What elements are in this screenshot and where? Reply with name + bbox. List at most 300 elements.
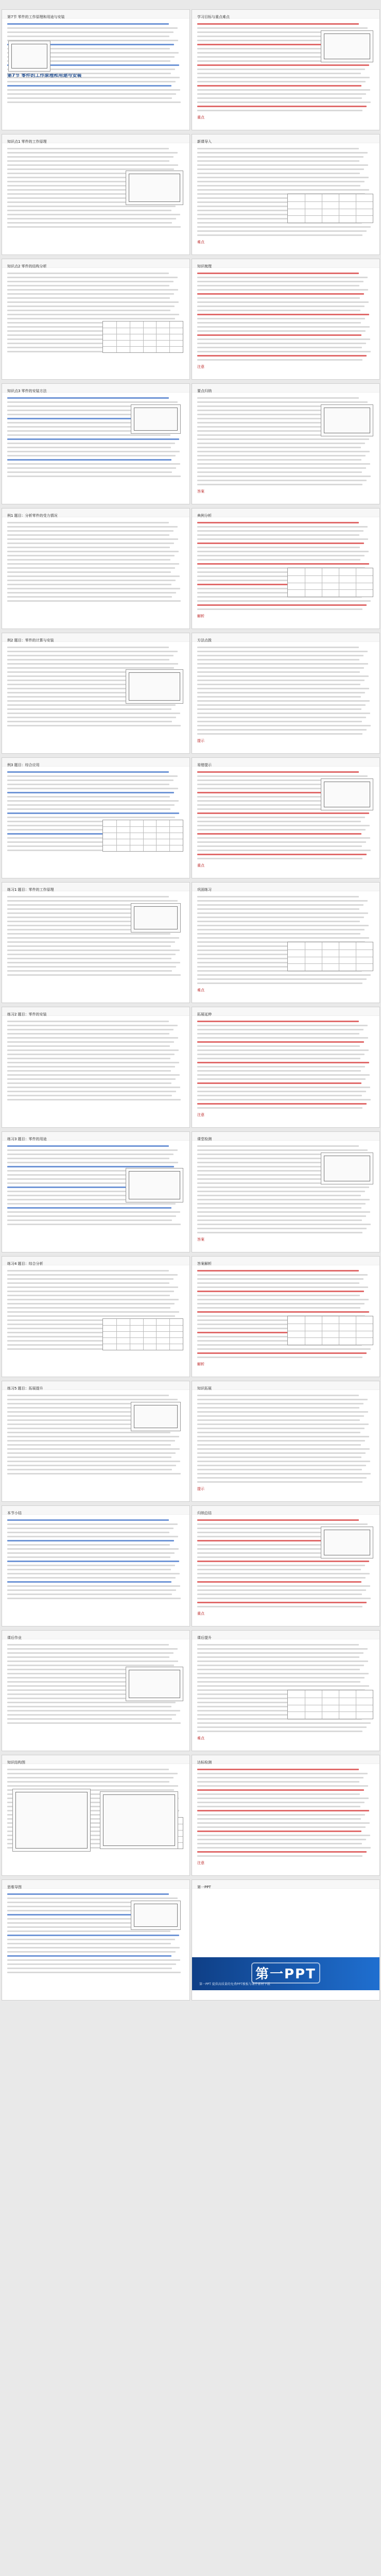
text-line: [197, 347, 362, 348]
slide-title: 拓展延伸: [197, 1012, 212, 1016]
slide-left: [2, 633, 190, 754]
text-line: [197, 1428, 365, 1429]
text-line: [197, 555, 365, 556]
text-line: [7, 1469, 172, 1470]
text-line: [197, 1777, 363, 1778]
text-line: [7, 310, 170, 311]
figure-shape: [324, 782, 370, 807]
slide-title: 例3 题目：综合应用: [7, 763, 40, 767]
text-line: [7, 1943, 171, 1944]
text-line: [197, 729, 367, 731]
text-line: [197, 1082, 361, 1084]
text-line: [197, 837, 370, 839]
text-line: [7, 800, 179, 802]
text-line: [7, 600, 181, 602]
text-line: [7, 293, 174, 295]
text-line: [197, 447, 361, 448]
slide-right: [192, 1755, 380, 1876]
slide-title: 练习1 题目：零件的工作原理: [7, 888, 54, 892]
table-col-line: [143, 321, 144, 352]
text-line: [197, 1291, 364, 1292]
text-line: [197, 900, 368, 902]
text-line: [7, 1145, 169, 1147]
text-line: [197, 1826, 366, 1828]
text-line: [7, 1552, 175, 1554]
text-line: [197, 338, 370, 340]
figure-shape: [324, 1156, 370, 1181]
text-line: [7, 1203, 176, 1205]
text-line: [197, 189, 369, 191]
text-line: [197, 1602, 367, 1603]
text-line: [7, 659, 169, 660]
slide-right: [192, 134, 380, 255]
text-line: [197, 1395, 359, 1396]
text-line: [197, 438, 369, 440]
callout: 解析: [197, 1362, 204, 1366]
text-line: [7, 401, 178, 403]
text-line: [7, 817, 175, 818]
text-line: [197, 908, 359, 910]
text-line: [197, 684, 360, 685]
text-line: [7, 210, 171, 211]
text-line: [197, 1270, 359, 1272]
text-line: [197, 97, 362, 99]
text-line: [7, 1049, 179, 1051]
text-line: [7, 1652, 174, 1654]
text-line: [197, 160, 359, 162]
text-line: [7, 1598, 181, 1599]
text-line: [197, 912, 368, 914]
data-table: [287, 194, 373, 223]
text-line: [197, 293, 364, 295]
text-line: [197, 326, 370, 328]
text-line: [197, 1286, 368, 1288]
table-col-line: [169, 321, 170, 352]
text-line: [7, 1436, 179, 1437]
text-line: [7, 434, 170, 436]
text-line: [197, 1303, 365, 1304]
slide-right: [192, 1381, 380, 1502]
text-line: [197, 713, 370, 714]
slide-title: 例2 题目：零件的计算与安装: [7, 638, 54, 642]
text-line: [197, 64, 369, 66]
text-line: [197, 704, 366, 706]
data-table: [287, 1690, 373, 1719]
table-col-line: [116, 820, 117, 851]
text-line: [197, 604, 367, 606]
table-row-line: [288, 215, 373, 216]
text-line: [7, 522, 169, 523]
slide-left: [2, 757, 190, 878]
figure-shape: [134, 1904, 178, 1927]
slide-title: 归纳总结: [197, 1511, 212, 1515]
text-line: [197, 725, 371, 726]
text-line: [7, 97, 172, 99]
table-col-line: [143, 1319, 144, 1350]
text-line: [7, 438, 179, 440]
text-line: [197, 1573, 370, 1574]
table-row-line: [288, 1337, 373, 1338]
text-line: [197, 1577, 366, 1579]
text-line: [7, 1082, 171, 1084]
text-line: [197, 708, 361, 710]
text-line: [7, 1536, 178, 1537]
text-line: [7, 588, 180, 589]
text-line: [7, 1656, 169, 1658]
slide-right: [192, 383, 380, 504]
text-line: [7, 555, 175, 556]
slide-title: 本节小结: [7, 1511, 22, 1515]
text-line: [7, 1025, 178, 1026]
text-line: [197, 530, 363, 532]
slide-left: [2, 1131, 190, 1252]
table-col-line: [169, 1319, 170, 1350]
text-line: [7, 1395, 169, 1396]
slide-title: 知识梳理: [197, 264, 212, 268]
text-line: [7, 1939, 175, 1940]
text-line: [7, 1648, 178, 1650]
text-line: [7, 1540, 174, 1541]
text-line: [7, 534, 169, 536]
text-line: [7, 471, 172, 473]
text-line: [197, 896, 359, 897]
text-line: [7, 277, 178, 278]
text-line: [197, 1810, 369, 1811]
text-line: [197, 1087, 370, 1088]
brand-note: 第一PPT 提供高质量的免费PPT模板与课件素材下载: [199, 1982, 270, 1986]
text-line: [197, 675, 369, 677]
text-line: [7, 1045, 170, 1047]
text-line: [197, 933, 360, 935]
text-line: [7, 704, 176, 706]
text-line: [7, 160, 169, 162]
text-line: [7, 218, 176, 219]
text-line: [7, 1149, 178, 1151]
figure-shape: [103, 1794, 175, 1846]
text-line: [197, 1452, 366, 1454]
text-line: [7, 318, 175, 319]
text-line: [7, 1947, 180, 1948]
data-table: [287, 1316, 373, 1345]
text-line: [197, 1191, 365, 1192]
text-line: [197, 538, 368, 540]
text-line: [7, 1095, 172, 1096]
slide-left: [2, 9, 190, 130]
text-line: [7, 1660, 178, 1662]
text-line: [7, 168, 174, 170]
table-col-line: [169, 820, 170, 851]
text-line: [7, 148, 169, 149]
text-line: [197, 148, 359, 149]
text-line: [7, 1561, 179, 1562]
text-line: [197, 1278, 363, 1280]
text-line: [197, 559, 360, 561]
table-row-line: [288, 963, 373, 964]
text-line: [197, 982, 362, 984]
text-line: [7, 725, 181, 726]
text-line: [7, 467, 176, 469]
text-line: [7, 945, 171, 947]
text-line: [197, 110, 362, 111]
slide-title: 知识点1 零件的工作原理: [7, 140, 47, 144]
text-line: [7, 214, 180, 215]
text-line: [197, 289, 368, 291]
text-line: [197, 351, 371, 352]
text-line: [7, 314, 179, 315]
text-line: [7, 1577, 176, 1579]
text-line: [7, 93, 176, 95]
text-line: [7, 463, 180, 465]
figure-shape: [129, 1670, 180, 1698]
slide-title: 练习5 题目：拓展提升: [7, 1386, 43, 1391]
text-line: [7, 779, 174, 781]
text-line: [197, 1407, 359, 1409]
text-line: [7, 1556, 170, 1558]
text-line: [197, 185, 360, 187]
text-line: [7, 559, 170, 561]
text-line: [197, 471, 362, 473]
text-line: [197, 310, 360, 311]
text-line: [7, 1070, 171, 1072]
text-line: [197, 563, 369, 565]
text-line: [197, 721, 362, 722]
page-title: 第7节 零件的工作原理和用途与安装: [7, 74, 82, 78]
text-line: [7, 455, 176, 456]
slide-title: 答案解析: [197, 1262, 212, 1266]
text-line: [7, 1295, 170, 1296]
text-line: [7, 543, 174, 544]
text-line: [197, 771, 359, 773]
figure-shape: [129, 174, 180, 202]
text-line: [197, 1211, 370, 1213]
text-line: [7, 962, 180, 963]
text-line: [7, 273, 169, 274]
text-line: [197, 1045, 360, 1047]
text-line: [197, 152, 368, 154]
text-line: [197, 476, 371, 477]
text-line: [7, 580, 176, 581]
text-line: [7, 655, 174, 656]
text-line: [197, 1594, 362, 1595]
table-row-line: [288, 1711, 373, 1712]
text-line: [7, 1041, 174, 1043]
text-line: [197, 101, 371, 103]
text-line: [197, 69, 365, 70]
data-table: [287, 942, 373, 971]
text-line: [197, 812, 369, 814]
text-line: [7, 1303, 175, 1304]
text-line: [197, 1145, 359, 1147]
text-line: [197, 1307, 360, 1309]
text-line: [197, 1099, 371, 1100]
text-line: [7, 1315, 175, 1317]
text-line: [197, 1403, 363, 1404]
text-line: [7, 1154, 174, 1155]
text-line: [7, 397, 169, 399]
text-line: [7, 1448, 180, 1450]
data-table: [102, 321, 183, 353]
text-line: [197, 1436, 369, 1437]
text-line: [7, 1581, 171, 1583]
text-line: [197, 73, 361, 74]
text-line: [7, 1291, 174, 1292]
text-line: [197, 1029, 363, 1030]
text-line: [197, 355, 367, 357]
slide-right: [192, 1505, 380, 1626]
text-line: [7, 792, 174, 793]
text-line: [197, 181, 365, 182]
text-line: [7, 1058, 170, 1059]
slide-right: [192, 1256, 380, 1377]
slide-title: 思维导图: [7, 1885, 22, 1889]
text-line: [7, 804, 175, 806]
text-line: [197, 663, 368, 665]
slide-right: [192, 1879, 380, 2001]
text-line: [197, 1215, 366, 1217]
text-line: [197, 904, 363, 906]
text-line: [197, 526, 368, 528]
text-line: [7, 451, 180, 452]
text-line: [197, 463, 370, 465]
slide-title: 第7节 零件的工作原理和用途与安装: [7, 15, 65, 19]
text-line: [197, 285, 359, 286]
text-line: [7, 592, 176, 594]
text-line: [7, 1473, 181, 1475]
text-line: [197, 1461, 370, 1462]
text-line: [197, 89, 370, 91]
text-line: [7, 1021, 169, 1022]
text-line: [197, 1049, 369, 1051]
callout: 注意: [197, 365, 204, 369]
text-line: [7, 1972, 181, 1973]
text-line: [197, 451, 370, 452]
text-line: [7, 1785, 178, 1787]
text-line: [197, 1785, 368, 1787]
text-line: [197, 1726, 367, 1728]
data-table: [102, 820, 183, 852]
figure-shape: [134, 906, 178, 929]
text-line: [7, 459, 171, 461]
data-table: [102, 1318, 183, 1350]
text-line: [197, 1481, 362, 1483]
text-line: [197, 85, 361, 87]
text-line: [197, 1021, 359, 1022]
brand-logo: [251, 1962, 320, 1984]
text-line: [197, 543, 364, 544]
slide-left: [2, 1505, 190, 1626]
text-line: [197, 1652, 363, 1654]
text-line: [7, 1066, 175, 1067]
text-line: [7, 1307, 170, 1309]
text-line: [197, 334, 361, 336]
text-line: [7, 297, 170, 299]
text-line: [197, 1203, 366, 1205]
slide-left: [2, 508, 190, 629]
text-line: [7, 1162, 178, 1163]
text-line: [197, 1731, 362, 1732]
text-line: [197, 1025, 368, 1026]
text-line: [7, 1282, 169, 1284]
slide-right: [192, 757, 380, 878]
text-line: [7, 563, 179, 565]
text-line: [197, 1519, 359, 1521]
text-line: [197, 608, 362, 610]
text-line: [7, 771, 169, 773]
text-line: [7, 933, 170, 935]
slide-left: [2, 1630, 190, 1751]
text-line: [7, 1286, 178, 1288]
slide-title: 典例分析: [197, 514, 212, 518]
text-line: [7, 1207, 171, 1209]
brand-banner: [192, 1957, 379, 1990]
text-line: [197, 459, 361, 461]
text-line: [7, 1091, 176, 1092]
callout: 难点: [197, 1736, 204, 1740]
text-line: [7, 1215, 176, 1217]
text-line: [197, 1357, 362, 1358]
text-line: [7, 81, 176, 82]
callout: 注意: [197, 1861, 204, 1865]
callout: 重点: [197, 863, 204, 868]
text-line: [197, 27, 368, 29]
text-line: [197, 343, 366, 344]
slide-title: 课堂检测: [197, 1137, 212, 1141]
slide-title: 知识结构图: [7, 1760, 25, 1765]
text-line: [7, 784, 169, 785]
text-line: [197, 330, 366, 332]
text-line: [197, 306, 365, 307]
text-line: [197, 651, 368, 652]
text-line: [7, 647, 169, 648]
text-line: [7, 1959, 180, 1961]
text-line: [7, 1029, 174, 1030]
slide-right: [192, 633, 380, 754]
text-line: [197, 1095, 362, 1096]
text-line: [7, 1565, 175, 1566]
text-line: [197, 700, 370, 702]
text-line: [197, 467, 366, 469]
text-line: [197, 1822, 370, 1824]
text-line: [197, 1681, 360, 1683]
slide-title: 学习目标与重点难点: [197, 15, 230, 19]
text-line: [197, 230, 367, 232]
text-line: [197, 1598, 371, 1599]
text-line: [197, 841, 366, 843]
text-line: [7, 812, 179, 814]
text-line: [197, 1477, 367, 1479]
slide-left: [2, 383, 190, 504]
text-line: [7, 1781, 169, 1783]
text-line: [7, 1773, 178, 1774]
text-line: [197, 1399, 368, 1400]
text-line: [7, 1062, 179, 1063]
text-line: [7, 152, 178, 154]
text-line: [7, 1769, 169, 1770]
text-line: [7, 1074, 180, 1076]
text-line: [7, 1585, 180, 1587]
text-line: [197, 659, 359, 660]
text-line: [7, 226, 181, 228]
text-line: [197, 359, 362, 361]
text-line: [197, 534, 359, 536]
text-line: [7, 721, 172, 722]
text-line: [197, 845, 362, 847]
text-line: [197, 917, 364, 918]
text-line: [197, 1523, 368, 1525]
text-line: [197, 1352, 367, 1354]
text-line: [7, 596, 172, 598]
text-line: [197, 23, 359, 25]
